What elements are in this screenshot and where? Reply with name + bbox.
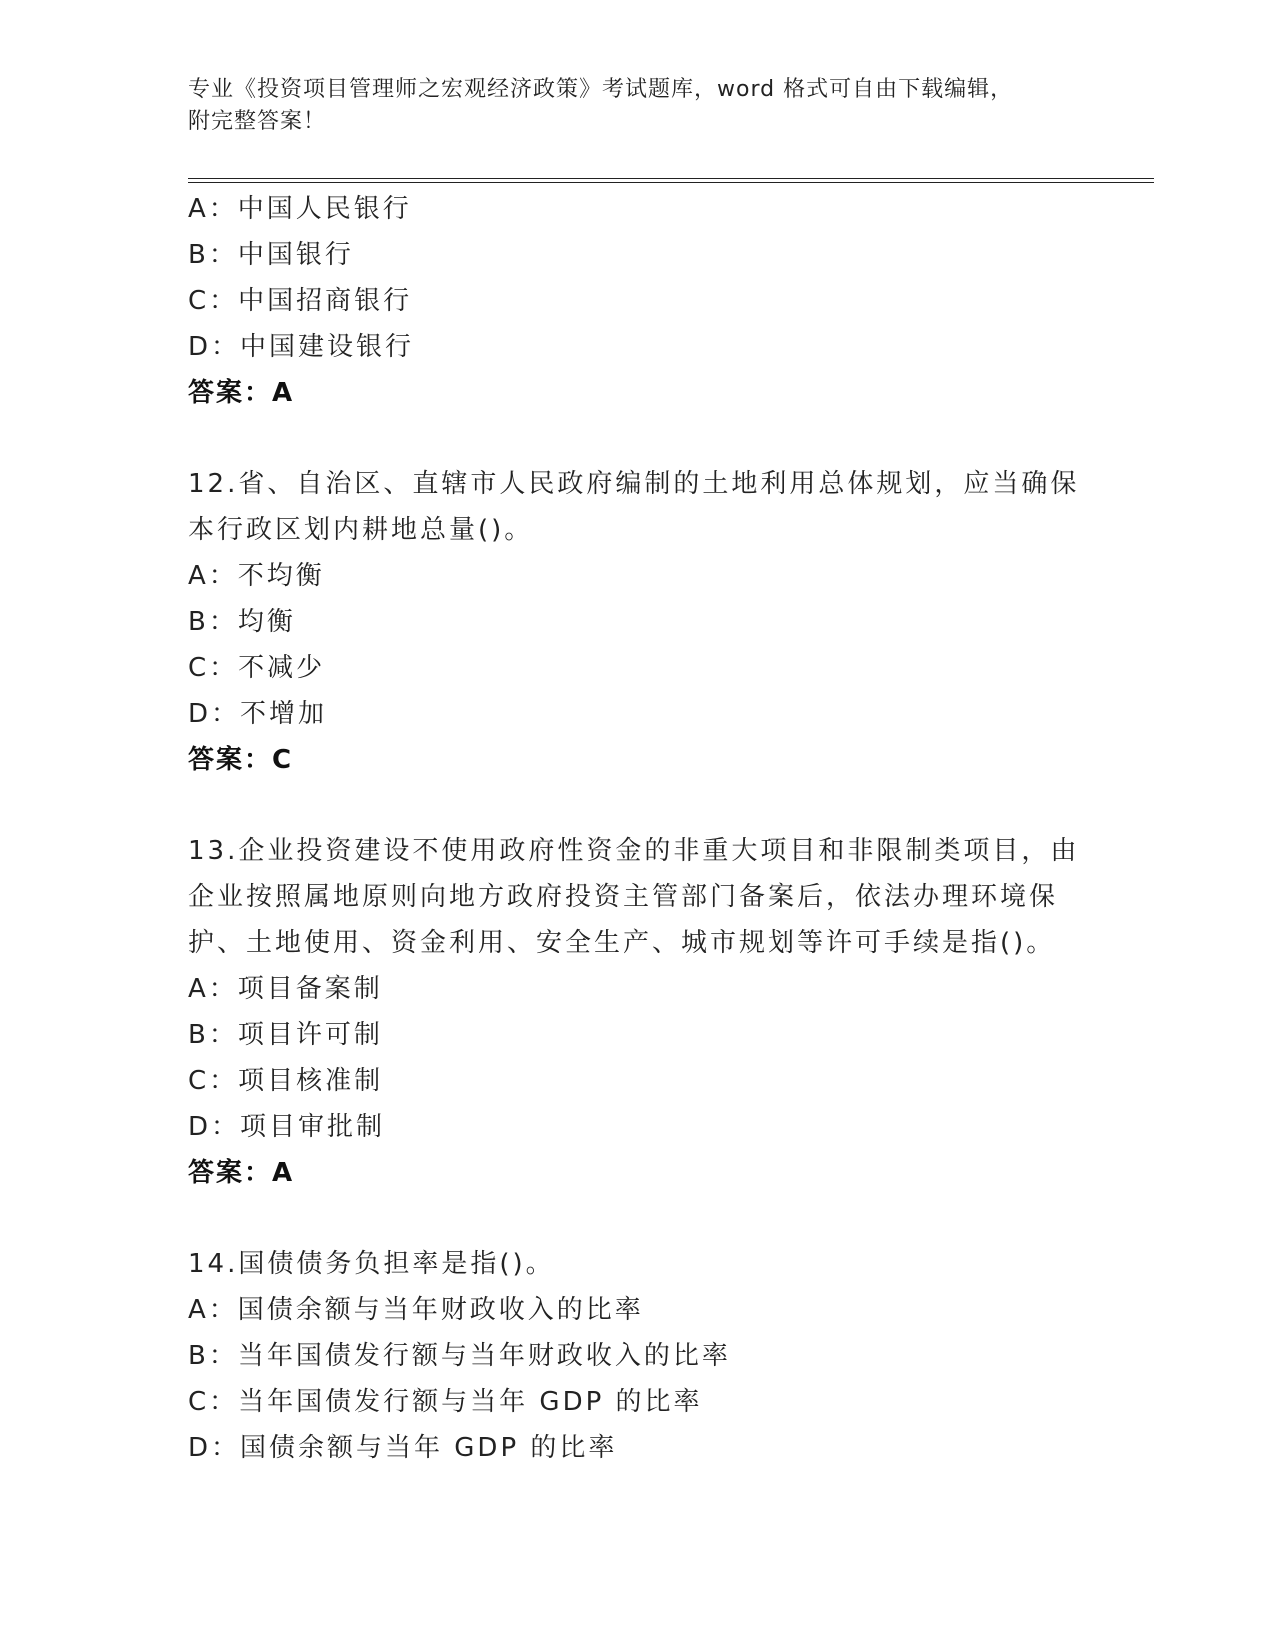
- answer-label: 答案：C: [188, 745, 294, 775]
- question-stem: [188, 1241, 1088, 1287]
- option-c: C：项目核准制: [188, 1066, 384, 1096]
- question-spacer: [188, 1196, 1088, 1241]
- option-b: B：当年国债发行额与当年财政收入的比率: [188, 1341, 731, 1371]
- document-header: [188, 74, 1088, 138]
- option-a: A：中国人民银行: [188, 194, 412, 224]
- header-divider-bottom: [188, 182, 1154, 183]
- option-a: A：不均衡: [188, 561, 325, 591]
- stem-line: 13.企业投资建设不使用政府性资金的非重大项目和非限制类项目，由: [188, 836, 1080, 866]
- stem-line: 14.国债债务负担率是指()。: [188, 1249, 555, 1279]
- option-a: A：项目备案制: [188, 974, 383, 1004]
- question-spacer: [188, 416, 1088, 461]
- option-c: C：中国招商银行: [188, 286, 413, 316]
- option-b: B：均衡: [188, 607, 296, 637]
- option-b: B：项目许可制: [188, 1020, 383, 1050]
- header-line-2: 附完整答案！: [188, 109, 327, 134]
- option-c: C：当年国债发行额与当年 GDP 的比率: [188, 1387, 703, 1417]
- option-d: D：项目审批制: [188, 1112, 386, 1142]
- question-14: [188, 1241, 1088, 1471]
- answer-label: 答案：A: [188, 378, 295, 408]
- question-stem: [188, 461, 1088, 553]
- option-d: D：中国建设银行: [188, 332, 415, 362]
- stem-line: 12.省、自治区、直辖市人民政府编制的土地利用总体规划，应当确保: [188, 469, 1080, 499]
- question-stem: [188, 828, 1088, 966]
- stem-line: 企业按照属地原则向地方政府投资主管部门备案后，依法办理环境保: [188, 882, 1059, 912]
- option-c: C：不减少: [188, 653, 326, 683]
- question-list: [188, 186, 1088, 1471]
- answer-label: 答案：A: [188, 1158, 295, 1188]
- option-a: A：国债余额与当年财政收入的比率: [188, 1295, 644, 1325]
- question-13: [188, 828, 1088, 1196]
- header-divider-top: [188, 178, 1154, 179]
- stem-line: 护、土地使用、资金利用、安全生产、城市规划等许可手续是指()。: [188, 928, 1056, 958]
- option-b: B：中国银行: [188, 240, 354, 270]
- option-d: D：国债余额与当年 GDP 的比率: [188, 1433, 618, 1463]
- question-12: [188, 461, 1088, 783]
- option-d: D：不增加: [188, 699, 328, 729]
- stem-line: 本行政区划内耕地总量()。: [188, 515, 534, 545]
- question-11: [188, 186, 1088, 416]
- question-spacer: [188, 783, 1088, 828]
- header-line-1: 专业《投资项目管理师之宏观经济政策》考试题库，word 格式可自由下载编辑，: [188, 77, 1014, 102]
